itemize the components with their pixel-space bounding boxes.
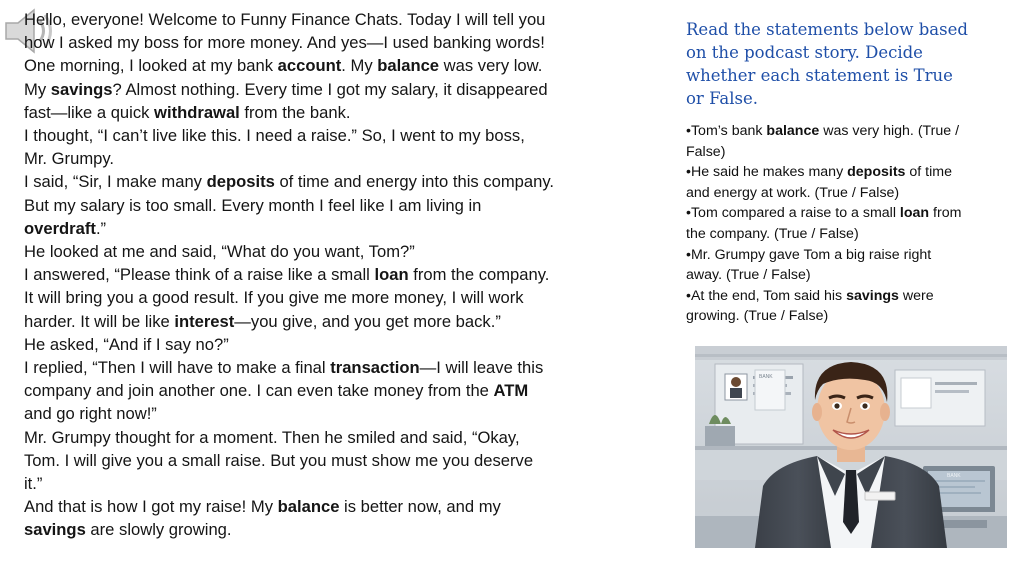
statement-line xyxy=(686,286,1002,307)
text-segment: He looked at me and said, “What do you want, Tom?” xyxy=(24,242,415,262)
text-segment: it.” xyxy=(24,474,43,494)
text-segment: •At the end, Tom said his xyxy=(686,287,847,304)
bold-vocabulary-word: balance xyxy=(277,497,340,517)
text-segment: False) xyxy=(686,143,726,160)
text-segment: I replied, “Then I will have to make a final xyxy=(24,358,331,378)
story-line xyxy=(24,472,594,495)
story-line xyxy=(24,518,594,541)
text-segment: away. (True / False) xyxy=(686,267,811,284)
bold-vocabulary-word: savings xyxy=(50,79,113,99)
text-segment: and go right now!” xyxy=(24,404,157,424)
bold-vocabulary-word: account xyxy=(277,56,342,76)
bank-clerk-illustration xyxy=(695,346,1007,548)
text-segment: fast—like a quick xyxy=(24,102,155,122)
task-instructions xyxy=(686,18,1006,110)
statement-line xyxy=(686,224,1002,245)
text-segment: are slowly growing. xyxy=(85,520,232,540)
bold-vocabulary-word: loan xyxy=(374,265,409,285)
text-segment: is better now, and my xyxy=(339,497,501,517)
text-segment: I said, “Sir, I make many xyxy=(24,172,207,192)
bold-vocabulary-word: ATM xyxy=(493,381,529,401)
task-title-line: on the podcast story. Decide xyxy=(686,43,923,62)
text-segment: of time and energy into this company. xyxy=(274,172,554,192)
bank-sign-text: BANK xyxy=(759,374,773,380)
text-segment: •He said he makes many xyxy=(686,164,848,181)
text-segment: •Tom’s bank xyxy=(686,123,767,139)
text-segment: was very low. xyxy=(439,56,543,76)
story-line xyxy=(24,194,594,217)
statement-line xyxy=(686,121,1002,142)
story-line xyxy=(24,31,594,54)
task-title-line: whether each statement is True xyxy=(686,66,953,85)
text-segment: •Mr. Grumpy gave Tom a big raise right xyxy=(686,246,932,263)
text-segment: how I asked my boss for more money. And yes—I used banking words! xyxy=(24,33,545,53)
statement-line xyxy=(686,162,1002,183)
text-segment: from the bank. xyxy=(239,102,351,122)
text-segment: And that is how I got my raise! My xyxy=(24,497,278,517)
text-segment: .” xyxy=(95,218,107,238)
task-title-line: or False. xyxy=(686,89,758,108)
text-segment: Mr. Grumpy. xyxy=(24,149,115,169)
statement-line xyxy=(686,245,1002,266)
statement-line xyxy=(686,142,1002,163)
story-line xyxy=(24,402,594,425)
text-segment: I thought, “I can’t live like this. I need a raise.” So, I went to my boss, xyxy=(24,126,525,146)
text-segment: was very high. (True / xyxy=(819,123,960,139)
story-line xyxy=(24,240,594,263)
text-segment: . My xyxy=(341,56,378,76)
text-segment: •Tom compared a raise to a small xyxy=(686,205,900,222)
podcast-story-text xyxy=(24,8,594,542)
text-segment: growing. (True / False) xyxy=(686,308,829,325)
text-segment: from xyxy=(929,205,962,222)
bold-vocabulary-word: deposits xyxy=(847,164,906,181)
story-line xyxy=(24,54,594,77)
task-title-line: Read the statements below based xyxy=(686,20,968,39)
text-segment: from the company. xyxy=(408,265,550,285)
text-segment: My xyxy=(24,79,51,99)
story-line xyxy=(24,263,594,286)
bold-vocabulary-word: interest xyxy=(174,311,235,331)
story-line xyxy=(24,286,594,309)
true-false-statements xyxy=(686,121,1002,327)
text-segment: were xyxy=(898,287,934,304)
text-segment: Hello, everyone! Welcome to Funny Finance Chats. Today I will tell you xyxy=(24,10,546,29)
statement-line xyxy=(686,203,1002,224)
bold-vocabulary-word: loan xyxy=(899,205,930,222)
text-segment: I answered, “Please think of a raise like a small xyxy=(24,265,375,285)
bold-vocabulary-word: deposits xyxy=(206,172,275,192)
text-segment: of time xyxy=(905,164,952,181)
bold-vocabulary-word: transaction xyxy=(330,358,420,378)
text-segment: He asked, “And if I say no?” xyxy=(24,334,229,354)
text-segment: company and join another one. I can even take money from the xyxy=(24,381,494,401)
statement-line xyxy=(686,265,1002,286)
text-segment: and energy at work. (True / False) xyxy=(686,184,900,201)
statement-line xyxy=(686,183,1002,204)
story-line xyxy=(24,170,594,193)
story-line xyxy=(24,379,594,402)
story-line xyxy=(24,356,594,379)
bold-vocabulary-word: balance xyxy=(766,123,820,139)
story-line xyxy=(24,449,594,472)
story-line xyxy=(24,333,594,356)
text-segment: ? Almost nothing. Every time I got my salary, it disappeared xyxy=(112,79,548,99)
text-segment: It will bring you a good result. If you give me more money, I will work xyxy=(24,288,524,308)
story-line xyxy=(24,217,594,240)
bold-vocabulary-word: withdrawal xyxy=(154,102,240,122)
story-line xyxy=(24,124,594,147)
text-segment: One morning, I looked at my bank xyxy=(24,56,278,76)
bold-vocabulary-word: balance xyxy=(377,56,440,76)
text-segment: —you give, and you get more back.” xyxy=(234,311,501,331)
text-segment: Tom. I will give you a small raise. But you must show me you deserve xyxy=(24,450,534,470)
bold-vocabulary-word: savings xyxy=(846,287,899,304)
text-segment: —I will leave this xyxy=(419,358,544,378)
story-line xyxy=(24,495,594,518)
statement-line xyxy=(686,306,1002,327)
story-line xyxy=(24,147,594,170)
story-line xyxy=(24,78,594,101)
story-line xyxy=(24,310,594,333)
bold-vocabulary-word: overdraft xyxy=(24,218,96,238)
story-line xyxy=(24,8,594,31)
text-segment: the company. (True / False) xyxy=(686,225,859,242)
story-line xyxy=(24,426,594,449)
bold-vocabulary-word: savings xyxy=(24,520,86,540)
text-segment: Mr. Grumpy thought for a moment. Then he smiled and said, “Okay, xyxy=(24,427,520,447)
story-line xyxy=(24,101,594,124)
text-segment: But my salary is too small. Every month I feel like I am living in xyxy=(24,195,482,215)
text-segment: harder. It will be like xyxy=(24,311,175,331)
monitor-bank-text: BANK xyxy=(947,473,961,479)
